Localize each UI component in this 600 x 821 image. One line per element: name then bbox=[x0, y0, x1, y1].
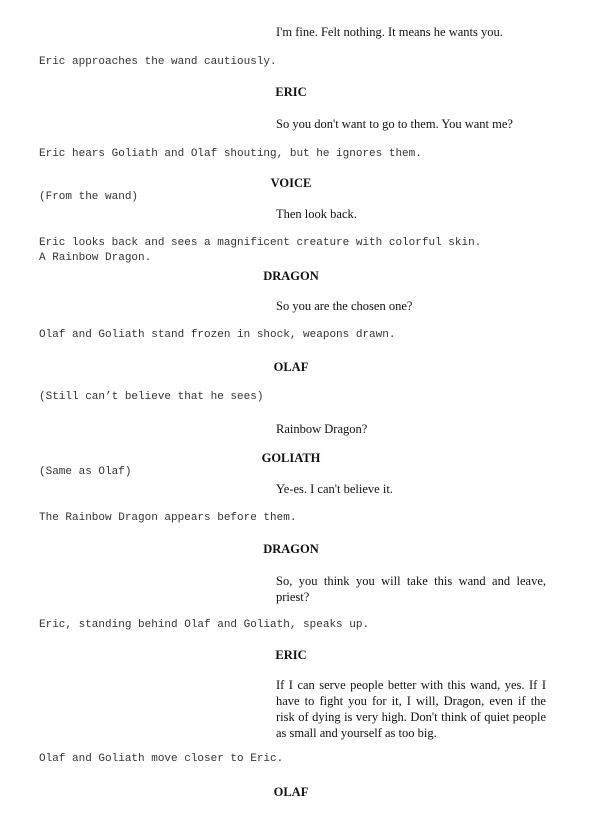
dialogue-line: I'm fine. Felt nothing. It means he wants you. bbox=[276, 25, 503, 39]
parenthetical: (Still can’t believe that he sees) bbox=[39, 391, 264, 403]
parenthetical: (Same as Olaf) bbox=[39, 466, 132, 478]
character-name: OLAF bbox=[273, 360, 309, 374]
action-line: Eric looks back and sees a magnificent creature with colorful skin. bbox=[39, 237, 482, 249]
dialogue-line: So you are the chosen one? bbox=[276, 299, 413, 313]
dialogue-block: If I can serve people better with this wand, yes. If I have to fight you for it, I will, Dragon, even if the risk of dying is very high. Don't think of quiet people as small and yourself as too big. bbox=[276, 678, 546, 740]
character-name: DRAGON bbox=[263, 269, 319, 283]
character-name: VOICE bbox=[270, 176, 312, 190]
dialogue-block: So, you think you will take this wand and leave, priest? bbox=[276, 574, 546, 604]
action-line: A Rainbow Dragon. bbox=[39, 252, 152, 264]
parenthetical: (From the wand) bbox=[39, 191, 139, 203]
dialogue-line: Rainbow Dragon? bbox=[276, 422, 368, 436]
dialogue-line: So you don't want to go to them. You want me? bbox=[276, 117, 513, 131]
action-line: Olaf and Goliath stand frozen in shock, weapons drawn. bbox=[39, 329, 396, 341]
character-name: ERIC bbox=[275, 648, 307, 662]
character-name: ERIC bbox=[275, 85, 307, 99]
character-name: GOLIATH bbox=[261, 451, 321, 465]
action-line: Eric hears Goliath and Olaf shouting, but he ignores them. bbox=[39, 148, 422, 160]
action-line: Olaf and Goliath move closer to Eric. bbox=[39, 753, 284, 765]
character-name: DRAGON bbox=[263, 542, 319, 556]
dialogue-line: Then look back. bbox=[276, 207, 357, 221]
dialogue-line: Ye-es. I can't believe it. bbox=[276, 482, 393, 496]
action-line: The Rainbow Dragon appears before them. bbox=[39, 512, 297, 524]
action-line: Eric approaches the wand cautiously. bbox=[39, 56, 277, 68]
character-name: OLAF bbox=[273, 785, 309, 799]
action-line: Eric, standing behind Olaf and Goliath, speaks up. bbox=[39, 619, 370, 631]
